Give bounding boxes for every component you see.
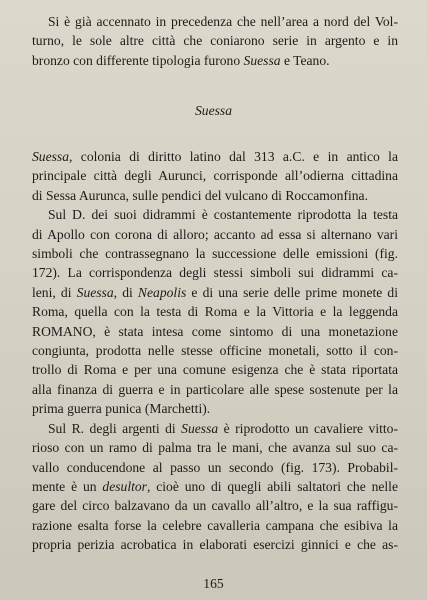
paragraph-2 (32, 205, 398, 418)
text-line: gare del circo balzavano da un cavallo all’altro, e la sua raffigu- (32, 498, 398, 514)
section-body (32, 147, 398, 555)
text-line: ROMANO, è stata intesa come sintomo di una monetazione (32, 323, 398, 339)
text-line: turno, le sole altre città che coniarono serie in argento e in (32, 33, 398, 49)
text-line: vallo conducendone al passo un secondo (fig. 173). Probabil- (32, 459, 398, 475)
text-line: Roma, quella con la testa di Roma e la Vittoria e la leggenda (32, 304, 398, 320)
paragraph-3 (32, 419, 398, 555)
text-line: rioso con un ramo di palma tra le mani, che avanza sul suo ca- (32, 440, 398, 456)
text-line: trollo di Roma e per una comune esigenza che è stata riportata (32, 362, 398, 378)
text-line: di Sessa Aurunca, sulle pendici del vulcano di Roccamonfina. (32, 187, 368, 203)
text-line: prima guerra punica (Marchetti). (32, 401, 211, 417)
intro-paragraph (32, 12, 398, 70)
text-line: congiunta, prodotta nelle stesse officine monetali, sotto il con- (32, 343, 398, 359)
text-line: simboli che contrassegnano la successione delle emissioni (fig. (32, 246, 398, 262)
text-line: mente è un desultor, cioè uno di quegli abili saltatori che nelle (32, 478, 398, 494)
paragraph-1 (32, 147, 398, 205)
text-line: di Apollo con corona di alloro; accanto ad essa si alternano vari (32, 226, 398, 242)
text-line: razione esalta forse la celebre cavalleria campana che esibiva la (32, 517, 398, 533)
text-line: Suessa, colonia di diritto latino dal 313 a.C. e in antico la (32, 149, 398, 164)
section-heading: Suessa (194, 103, 232, 118)
text-line: principale città degli Aurunci, corrisponde all’odierna cittadina (32, 168, 398, 184)
text-line: alla finanza di guerra e in particolare alle spese sostenute per la (32, 381, 398, 397)
text-line: 172). La corrispondenza degli stessi simboli sui didrammi ca- (32, 265, 398, 281)
text-line: Sul D. dei suoi didrammi è costantemente riprodotta la testa (48, 207, 398, 223)
text-line: propria perizia acrobatica in elaborati esercizi ginnici e che as- (32, 537, 398, 553)
text-line: leni, di Suessa, di Neapolis e di una serie delle prime monete di (32, 284, 398, 300)
text-line: Sul R. degli argenti di Suessa è riprodotto un cavaliere vitto- (48, 420, 398, 436)
text-line: bronzo con differente tipologia furono Suessa e Teano. (32, 52, 330, 68)
page-number: 165 (203, 576, 224, 591)
text-line: Si è già accennato in precedenza che nell’area a nord del Vol- (48, 14, 398, 29)
